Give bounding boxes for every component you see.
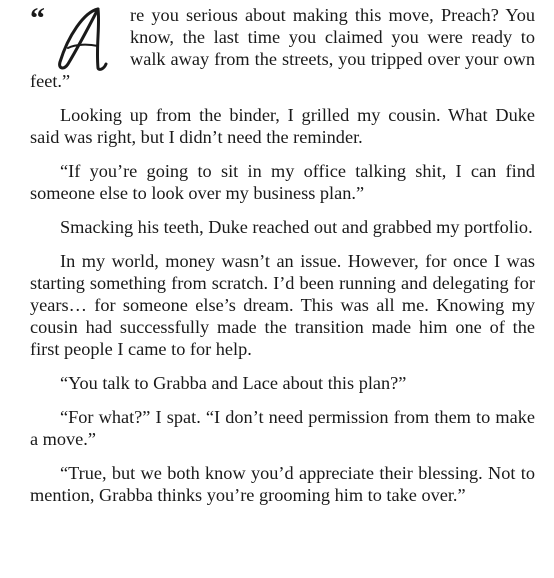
- paragraph-6: “For what?” I spat. “I don’t need permission from them to make a move.”: [30, 407, 535, 449]
- paragraph-1: Looking up from the binder, I grilled my cousin. What Duke said was right, but I didn’t need the reminder.: [30, 105, 535, 147]
- book-page: [30, 4, 535, 506]
- paragraph-2: “If you’re going to sit in my office talking shit, I can find someone else to look over my business plan.”: [30, 161, 535, 203]
- opening-paragraph: [30, 4, 535, 92]
- drop-cap-a-glyph: [54, 6, 108, 72]
- paragraph-4: In my world, money wasn’t an issue. However, for once I was starting something from scratch. I’d been running and delegating for years… for someone else’s dream. This was all me. Knowing my cousin had successfully made the transition made him one of the first people I came to for help.: [30, 251, 535, 359]
- drop-cap-letter: [30, 4, 114, 70]
- paragraph-3: Smacking his teeth, Duke reached out and grabbed my portfolio.: [60, 217, 533, 237]
- paragraph-5: “You talk to Grabba and Lace about this plan?”: [60, 373, 407, 393]
- opening-paragraph-text: re you serious about making this move, Preach? You know, the last time you claimed you were ready to walk away from the streets, you tripped over your own feet.”: [30, 5, 535, 91]
- opening-quote-mark: “: [30, 2, 45, 35]
- paragraph-7: “True, but we both know you’d appreciate their blessing. Not to mention, Grabba thinks you’re grooming him to take over.”: [30, 463, 535, 505]
